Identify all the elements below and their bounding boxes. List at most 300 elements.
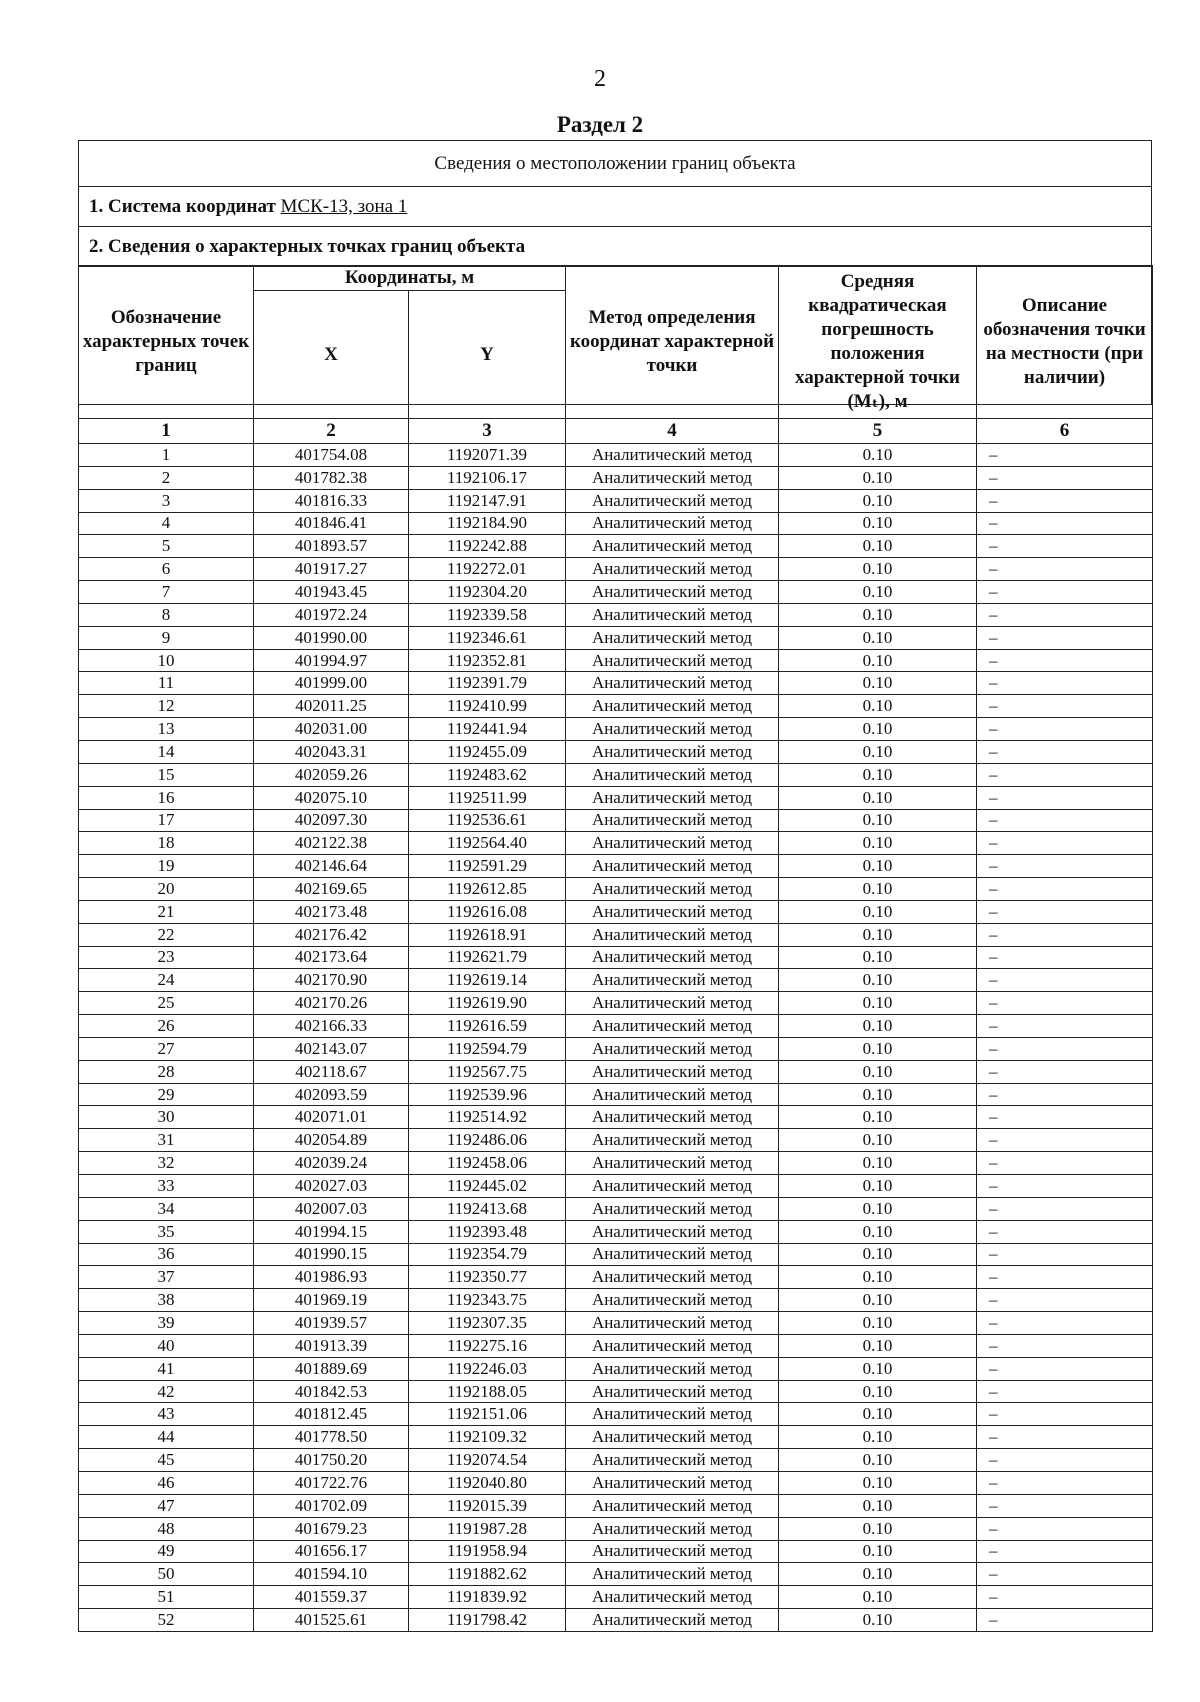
y-coordinate: 1192272.01 (409, 558, 566, 581)
x-coordinate: 402027.03 (254, 1175, 409, 1198)
method: Аналитический метод (566, 649, 779, 672)
method: Аналитический метод (566, 626, 779, 649)
description: – (977, 1152, 1153, 1175)
table-row (79, 809, 1153, 832)
error-value: 0.10 (779, 672, 977, 695)
table-row (79, 1357, 1153, 1380)
point-number: 41 (79, 1357, 254, 1380)
description: – (977, 1083, 1153, 1106)
description: – (977, 1586, 1153, 1609)
table-row (79, 1266, 1153, 1289)
description: – (977, 718, 1153, 741)
point-number: 26 (79, 1015, 254, 1038)
y-coordinate: 1192151.06 (409, 1403, 566, 1426)
method: Аналитический метод (566, 1266, 779, 1289)
error-value: 0.10 (779, 626, 977, 649)
y-coordinate: 1192616.59 (409, 1015, 566, 1038)
col-error-text: Средняя квадратическая погрешность положения характерной точки (Mₜ), м (795, 271, 960, 412)
table-row (79, 969, 1153, 992)
error-value: 0.10 (779, 1471, 977, 1494)
point-number: 31 (79, 1129, 254, 1152)
point-number: 46 (79, 1471, 254, 1494)
error-value: 0.10 (779, 786, 977, 809)
x-coordinate: 402166.33 (254, 1015, 409, 1038)
method: Аналитический метод (566, 763, 779, 786)
point-number: 19 (79, 855, 254, 878)
col-designation: Обозначение характерных точек границ (79, 266, 254, 419)
description: – (977, 581, 1153, 604)
description: – (977, 444, 1153, 467)
method: Аналитический метод (566, 1449, 779, 1472)
y-coordinate: 1192015.39 (409, 1494, 566, 1517)
table-row (79, 1540, 1153, 1563)
y-coordinate: 1192621.79 (409, 946, 566, 969)
point-number: 35 (79, 1220, 254, 1243)
description: – (977, 512, 1153, 535)
error-value: 0.10 (779, 581, 977, 604)
point-number: 18 (79, 832, 254, 855)
method: Аналитический метод (566, 1197, 779, 1220)
description: – (977, 900, 1153, 923)
point-number: 24 (79, 969, 254, 992)
table-row (79, 1494, 1153, 1517)
x-coordinate: 401969.19 (254, 1289, 409, 1312)
y-coordinate: 1192564.40 (409, 832, 566, 855)
x-coordinate: 402007.03 (254, 1197, 409, 1220)
error-value: 0.10 (779, 946, 977, 969)
x-coordinate: 402039.24 (254, 1152, 409, 1175)
x-coordinate: 402097.30 (254, 809, 409, 832)
point-number: 7 (79, 581, 254, 604)
points-title: 2. Сведения о характерных точках границ объекта (79, 227, 1151, 267)
x-coordinate: 402059.26 (254, 763, 409, 786)
table-row (79, 535, 1153, 558)
table-row (79, 444, 1153, 467)
error-value: 0.10 (779, 809, 977, 832)
description: – (977, 809, 1153, 832)
y-coordinate: 1192514.92 (409, 1106, 566, 1129)
x-coordinate: 402170.26 (254, 992, 409, 1015)
x-coordinate: 401994.97 (254, 649, 409, 672)
x-coordinate: 402093.59 (254, 1083, 409, 1106)
x-coordinate: 401917.27 (254, 558, 409, 581)
x-coordinate: 401994.15 (254, 1220, 409, 1243)
method: Аналитический метод (566, 695, 779, 718)
method: Аналитический метод (566, 923, 779, 946)
point-number: 34 (79, 1197, 254, 1220)
y-coordinate: 1192275.16 (409, 1334, 566, 1357)
table-row (79, 718, 1153, 741)
description: – (977, 1609, 1153, 1632)
error-value: 0.10 (779, 1403, 977, 1426)
method: Аналитический метод (566, 489, 779, 512)
table-row (79, 1449, 1153, 1472)
error-value: 0.10 (779, 489, 977, 512)
x-coordinate: 402143.07 (254, 1037, 409, 1060)
method: Аналитический метод (566, 512, 779, 535)
point-number: 32 (79, 1152, 254, 1175)
description: – (977, 672, 1153, 695)
x-coordinate: 402169.65 (254, 878, 409, 901)
table-row (79, 1129, 1153, 1152)
table-row (79, 672, 1153, 695)
description: – (977, 1220, 1153, 1243)
method: Аналитический метод (566, 1380, 779, 1403)
table-row (79, 489, 1153, 512)
description: – (977, 1037, 1153, 1060)
description: – (977, 1563, 1153, 1586)
x-coordinate: 401893.57 (254, 535, 409, 558)
y-coordinate: 1192618.91 (409, 923, 566, 946)
description: – (977, 786, 1153, 809)
error-value: 0.10 (779, 649, 977, 672)
y-coordinate: 1192393.48 (409, 1220, 566, 1243)
point-number: 12 (79, 695, 254, 718)
y-coordinate: 1191839.92 (409, 1586, 566, 1609)
description: – (977, 649, 1153, 672)
x-coordinate: 402176.42 (254, 923, 409, 946)
table-row (79, 1220, 1153, 1243)
x-coordinate: 401750.20 (254, 1449, 409, 1472)
y-coordinate: 1191958.94 (409, 1540, 566, 1563)
error-value: 0.10 (779, 1586, 977, 1609)
point-number: 21 (79, 900, 254, 923)
method: Аналитический метод (566, 1152, 779, 1175)
x-coordinate: 401782.38 (254, 466, 409, 489)
method: Аналитический метод (566, 855, 779, 878)
method: Аналитический метод (566, 878, 779, 901)
page-number: 2 (594, 66, 606, 92)
method: Аналитический метод (566, 1403, 779, 1426)
point-number: 39 (79, 1312, 254, 1335)
point-number: 9 (79, 626, 254, 649)
col-error (779, 266, 977, 419)
table-row (79, 1197, 1153, 1220)
x-coordinate: 402118.67 (254, 1060, 409, 1083)
point-number: 22 (79, 923, 254, 946)
col-number: 5 (779, 419, 977, 444)
error-value: 0.10 (779, 1060, 977, 1083)
y-coordinate: 1192350.77 (409, 1266, 566, 1289)
description: – (977, 1289, 1153, 1312)
y-coordinate: 1192413.68 (409, 1197, 566, 1220)
description: – (977, 626, 1153, 649)
point-number: 38 (79, 1289, 254, 1312)
y-coordinate: 1192591.29 (409, 855, 566, 878)
table-row (79, 1471, 1153, 1494)
y-coordinate: 1192619.90 (409, 992, 566, 1015)
x-coordinate: 402170.90 (254, 969, 409, 992)
method: Аналитический метод (566, 1517, 779, 1540)
method: Аналитический метод (566, 1037, 779, 1060)
x-coordinate: 401913.39 (254, 1334, 409, 1357)
y-coordinate: 1192074.54 (409, 1449, 566, 1472)
y-coordinate: 1191798.42 (409, 1609, 566, 1632)
method: Аналитический метод (566, 1540, 779, 1563)
description: – (977, 1266, 1153, 1289)
error-value: 0.10 (779, 1357, 977, 1380)
x-coordinate: 401943.45 (254, 581, 409, 604)
description: – (977, 1129, 1153, 1152)
error-value: 0.10 (779, 1243, 977, 1266)
description: – (977, 1380, 1153, 1403)
description: – (977, 1175, 1153, 1198)
point-number: 23 (79, 946, 254, 969)
y-coordinate: 1192346.61 (409, 626, 566, 649)
description: – (977, 1426, 1153, 1449)
y-coordinate: 1191882.62 (409, 1563, 566, 1586)
x-coordinate: 401816.33 (254, 489, 409, 512)
y-coordinate: 1192391.79 (409, 672, 566, 695)
method: Аналитический метод (566, 1129, 779, 1152)
coord-system-label: 1. Система координат (89, 196, 276, 217)
error-value: 0.10 (779, 1609, 977, 1632)
table-row (79, 1106, 1153, 1129)
x-coordinate: 402031.00 (254, 718, 409, 741)
table-row (79, 1083, 1153, 1106)
point-number: 11 (79, 672, 254, 695)
col-number: 2 (254, 419, 409, 444)
col-description: Описание обозначения точки на местности (при наличии) (977, 266, 1153, 419)
col-y: Y (409, 291, 566, 419)
error-value: 0.10 (779, 969, 977, 992)
error-value: 0.10 (779, 878, 977, 901)
point-number: 25 (79, 992, 254, 1015)
description: – (977, 489, 1153, 512)
table-row (79, 900, 1153, 923)
method: Аналитический метод (566, 1563, 779, 1586)
table-row (79, 626, 1153, 649)
method: Аналитический метод (566, 832, 779, 855)
point-number: 52 (79, 1609, 254, 1632)
error-value: 0.10 (779, 1266, 977, 1289)
point-number: 2 (79, 466, 254, 489)
point-number: 5 (79, 535, 254, 558)
description: – (977, 763, 1153, 786)
point-number: 49 (79, 1540, 254, 1563)
y-coordinate: 1192071.39 (409, 444, 566, 467)
description: – (977, 466, 1153, 489)
table-row (79, 1426, 1153, 1449)
method: Аналитический метод (566, 1220, 779, 1243)
table-row (79, 740, 1153, 763)
method: Аналитический метод (566, 946, 779, 969)
error-value: 0.10 (779, 1015, 977, 1038)
method: Аналитический метод (566, 718, 779, 741)
table-row (79, 1334, 1153, 1357)
table-row (79, 786, 1153, 809)
method: Аналитический метод (566, 1334, 779, 1357)
method: Аналитический метод (566, 992, 779, 1015)
table-row (79, 832, 1153, 855)
table-body (79, 444, 1153, 1632)
point-number: 6 (79, 558, 254, 581)
x-coordinate: 401778.50 (254, 1426, 409, 1449)
y-coordinate: 1192304.20 (409, 581, 566, 604)
x-coordinate: 401939.57 (254, 1312, 409, 1335)
error-value: 0.10 (779, 740, 977, 763)
error-value: 0.10 (779, 535, 977, 558)
description: – (977, 1540, 1153, 1563)
error-value: 0.10 (779, 444, 977, 467)
x-coordinate: 402173.48 (254, 900, 409, 923)
point-number: 51 (79, 1586, 254, 1609)
error-value: 0.10 (779, 1494, 977, 1517)
y-coordinate: 1192354.79 (409, 1243, 566, 1266)
error-value: 0.10 (779, 1175, 977, 1198)
point-number: 37 (79, 1266, 254, 1289)
error-value: 0.10 (779, 718, 977, 741)
method: Аналитический метод (566, 1312, 779, 1335)
col-method: Метод определения координат характерной точки (566, 266, 779, 419)
point-number: 50 (79, 1563, 254, 1586)
point-number: 40 (79, 1334, 254, 1357)
x-coordinate: 401990.00 (254, 626, 409, 649)
description: – (977, 740, 1153, 763)
method: Аналитический метод (566, 1106, 779, 1129)
description: – (977, 1449, 1153, 1472)
y-coordinate: 1192147.91 (409, 489, 566, 512)
error-value: 0.10 (779, 1129, 977, 1152)
method: Аналитический метод (566, 969, 779, 992)
table-row (79, 946, 1153, 969)
method: Аналитический метод (566, 672, 779, 695)
point-number: 42 (79, 1380, 254, 1403)
table-row (79, 1015, 1153, 1038)
x-coordinate: 401679.23 (254, 1517, 409, 1540)
error-value: 0.10 (779, 512, 977, 535)
table-row (79, 1586, 1153, 1609)
table-row (79, 512, 1153, 535)
point-number: 8 (79, 603, 254, 626)
col-number: 1 (79, 419, 254, 444)
x-coordinate: 401594.10 (254, 1563, 409, 1586)
table-row (79, 1152, 1153, 1175)
x-coordinate: 401754.08 (254, 444, 409, 467)
description: – (977, 535, 1153, 558)
error-value: 0.10 (779, 1517, 977, 1540)
description: – (977, 992, 1153, 1015)
point-number: 30 (79, 1106, 254, 1129)
method: Аналитический метод (566, 558, 779, 581)
point-number: 20 (79, 878, 254, 901)
table-row (79, 1037, 1153, 1060)
y-coordinate: 1192486.06 (409, 1129, 566, 1152)
x-coordinate: 402043.31 (254, 740, 409, 763)
method: Аналитический метод (566, 1426, 779, 1449)
y-coordinate: 1192594.79 (409, 1037, 566, 1060)
description: – (977, 695, 1153, 718)
x-coordinate: 401702.09 (254, 1494, 409, 1517)
y-coordinate: 1192343.75 (409, 1289, 566, 1312)
method: Аналитический метод (566, 1289, 779, 1312)
y-coordinate: 1192612.85 (409, 878, 566, 901)
method: Аналитический метод (566, 603, 779, 626)
point-number: 13 (79, 718, 254, 741)
table-row (79, 855, 1153, 878)
error-value: 0.10 (779, 1289, 977, 1312)
method: Аналитический метод (566, 1471, 779, 1494)
description: – (977, 1357, 1153, 1380)
table-row (79, 466, 1153, 489)
table-row (79, 1403, 1153, 1426)
x-coordinate: 402146.64 (254, 855, 409, 878)
description: – (977, 832, 1153, 855)
description: – (977, 1517, 1153, 1540)
description: – (977, 603, 1153, 626)
x-coordinate: 402075.10 (254, 786, 409, 809)
point-number: 14 (79, 740, 254, 763)
x-coordinate: 401812.45 (254, 1403, 409, 1426)
error-value: 0.10 (779, 603, 977, 626)
table-row (79, 1609, 1153, 1632)
method: Аналитический метод (566, 1083, 779, 1106)
y-coordinate: 1192616.08 (409, 900, 566, 923)
x-coordinate: 401842.53 (254, 1380, 409, 1403)
error-value: 0.10 (779, 1220, 977, 1243)
y-coordinate: 1192458.06 (409, 1152, 566, 1175)
col-number: 6 (977, 419, 1153, 444)
table-row (79, 558, 1153, 581)
method: Аналитический метод (566, 786, 779, 809)
description: – (977, 1403, 1153, 1426)
error-value: 0.10 (779, 1426, 977, 1449)
y-coordinate: 1192307.35 (409, 1312, 566, 1335)
description: – (977, 1334, 1153, 1357)
x-coordinate: 401559.37 (254, 1586, 409, 1609)
point-number: 1 (79, 444, 254, 467)
table-row (79, 1312, 1153, 1335)
point-number: 10 (79, 649, 254, 672)
method: Аналитический метод (566, 535, 779, 558)
x-coordinate: 401990.15 (254, 1243, 409, 1266)
x-coordinate: 402054.89 (254, 1129, 409, 1152)
y-coordinate: 1192188.05 (409, 1380, 566, 1403)
table-row (79, 992, 1153, 1015)
x-coordinate: 401525.61 (254, 1609, 409, 1632)
table-row (79, 695, 1153, 718)
error-value: 0.10 (779, 1197, 977, 1220)
description: – (977, 1243, 1153, 1266)
y-coordinate: 1192536.61 (409, 809, 566, 832)
y-coordinate: 1192445.02 (409, 1175, 566, 1198)
y-coordinate: 1192106.17 (409, 466, 566, 489)
description: – (977, 1312, 1153, 1335)
method: Аналитический метод (566, 1175, 779, 1198)
description: – (977, 1106, 1153, 1129)
point-number: 44 (79, 1426, 254, 1449)
x-coordinate: 401972.24 (254, 603, 409, 626)
table-row (79, 1289, 1153, 1312)
y-coordinate: 1192455.09 (409, 740, 566, 763)
error-value: 0.10 (779, 1152, 977, 1175)
method: Аналитический метод (566, 1243, 779, 1266)
description: – (977, 969, 1153, 992)
error-value: 0.10 (779, 1563, 977, 1586)
point-number: 45 (79, 1449, 254, 1472)
x-coordinate: 402071.01 (254, 1106, 409, 1129)
method: Аналитический метод (566, 1357, 779, 1380)
method: Аналитический метод (566, 1015, 779, 1038)
method: Аналитический метод (566, 1609, 779, 1632)
y-coordinate: 1192483.62 (409, 763, 566, 786)
error-value: 0.10 (779, 832, 977, 855)
method: Аналитический метод (566, 444, 779, 467)
error-value: 0.10 (779, 1312, 977, 1335)
x-coordinate: 402173.64 (254, 946, 409, 969)
error-value: 0.10 (779, 1449, 977, 1472)
method: Аналитический метод (566, 809, 779, 832)
